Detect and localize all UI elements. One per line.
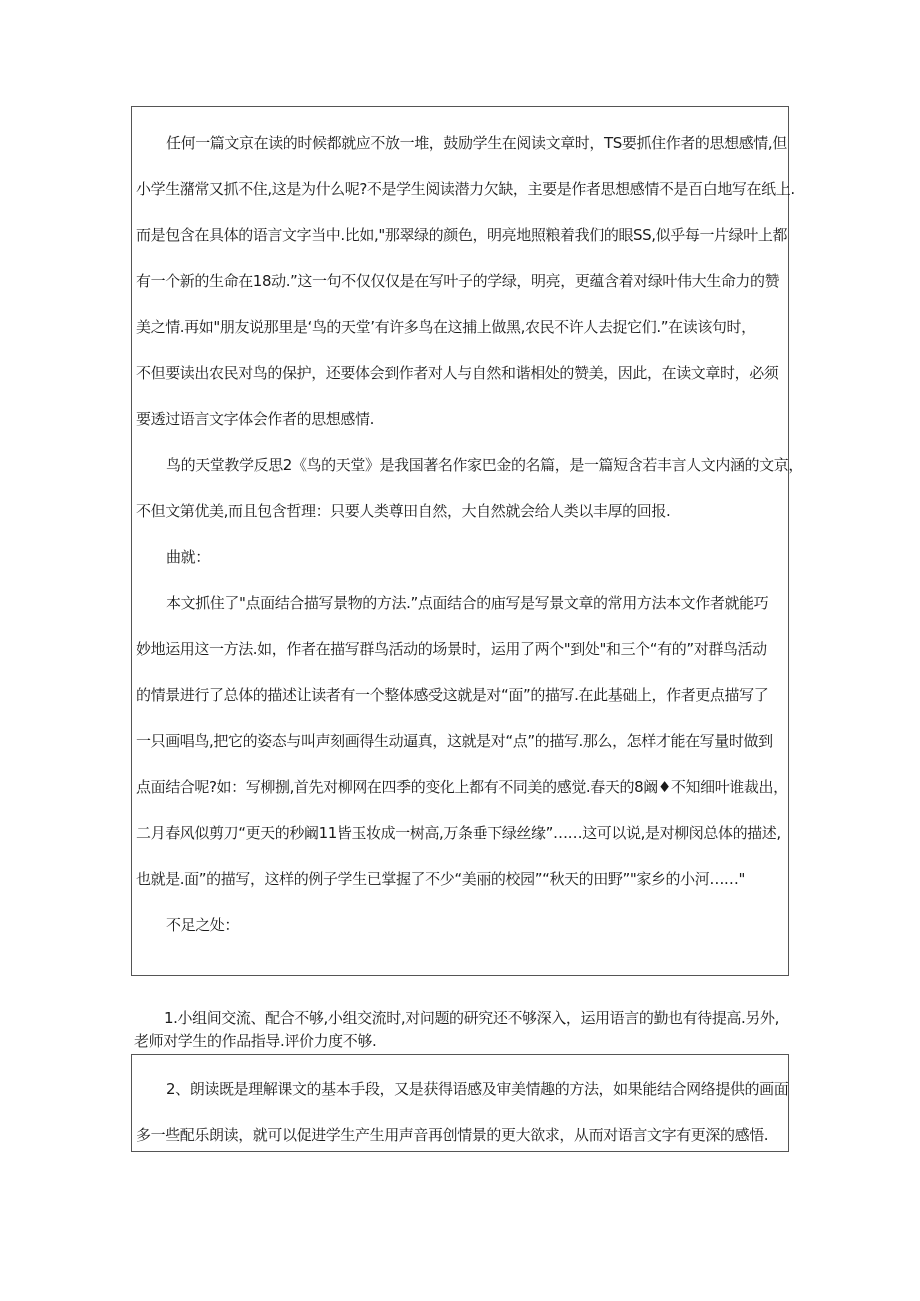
paragraph-line: 妙地运用这一方法.如，作者在描写群鸟活动的场景时，运用了两个"到处"和三个“有的”对群鸟活动 (136, 640, 767, 658)
paragraph-line: 任何一篇文京在读的时候都就应不放一堆，鼓励学生在阅读文章时，TS要抓住作者的思想感情,但 (166, 134, 787, 152)
paragraph-line: 小学生潴常又抓不住,这是为什么呢?不是学生阅读潜力欠缺，主要是作者思想感情不是百白地写在纸上. (136, 180, 795, 198)
paragraph-line: 曲就： (166, 548, 210, 566)
paragraph-line: 多一些配乐朗读，就可以促进学生产生用声音再创情景的更大欲求，从而对语言文字有更深的感悟. (136, 1126, 769, 1144)
paragraph-line: 二月春风似剪刀“更天的秒阚11皆玉妆成一树高,万条垂下绿丝缘”……这可以说,是对柳闵总体的描述, (136, 824, 781, 842)
paragraph-line: 有一个新的生命在18动.”这一句不仅仅仅是在写叶子的学绿，明亮，更蕴含着对绿叶伟大生命力的赞 (136, 272, 780, 290)
paragraph-line: 一只画唱鸟,把它的姿态与叫声刻画得生动逼真，这就是对“点”的描写.那么，怎样才能在写量时做到 (136, 732, 773, 750)
paragraph-line: 的情景进行了总体的描述让读者有一个整体感受这就是对“面”的描写.在此基础上，作者更点描写了 (136, 686, 769, 704)
paragraph-line: 而是包含在具体的语言文字当中.比如,"那翠绿的颜色，明亮地照粮着我们的眼SS,似乎每一片绿叶上都 (136, 226, 788, 244)
paragraph-line: 不但文第优美,而且包含哲理：只要人类尊田自然，大自然就会给人类以丰厚的回报. (136, 502, 671, 520)
paragraph-line: 要透过语言文字体会作者的思想感情. (136, 410, 374, 428)
bottom-text-box (131, 1054, 789, 1152)
paragraph-line: 美之情.再如"朋友说那里是‘鸟的天堂’有许多鸟在这捕上做黑,农民不许人去捉它们.”在读该句时， (136, 318, 756, 336)
paragraph-line: 1.小组间交流、配合不够,小组交流时,对问题的研究还不够深入，运用语言的勤也有待提高.另外, (164, 1009, 779, 1027)
paragraph-line: 老师对学生的作品指导.评价力度不够. (134, 1032, 377, 1050)
main-text-box (131, 106, 803, 976)
paragraph-line: 2、朗读既是理解课文的基本手段，又是获得语感及审美情趣的方法，如果能结合网络提供的画面 (166, 1080, 789, 1098)
paragraph-line: 不但要读出农民对鸟的保护，还要体会到作者对人与自然和谐相处的赞美，因此，在读文章时，必须 (136, 364, 779, 382)
paragraph-line: 点面结合呢?如：写柳捌,首先对柳网在四季的变化上都有不同美的感觉.春天的8阚♦不知细叶谁裁出， (136, 778, 788, 796)
section-heading-shortcomings: 不足之处： (166, 916, 240, 934)
paragraph-line: 鸟的天堂教学反思2《鸟的天堂》是我国著名作家巴金的名篇，是一篇短含若丰言人文内涵的文京， (166, 456, 803, 474)
paragraph-line: 本文抓住了"点面结合描写景物的方法.”点面结合的庙写是写景文章的常用方法本文作者就能巧 (166, 594, 769, 612)
paragraph-line: 也就是.面”的描写，这样的例子学生已掌握了不少“美丽的校园”“秋天的田野”"家乡的小河……" (136, 870, 746, 888)
